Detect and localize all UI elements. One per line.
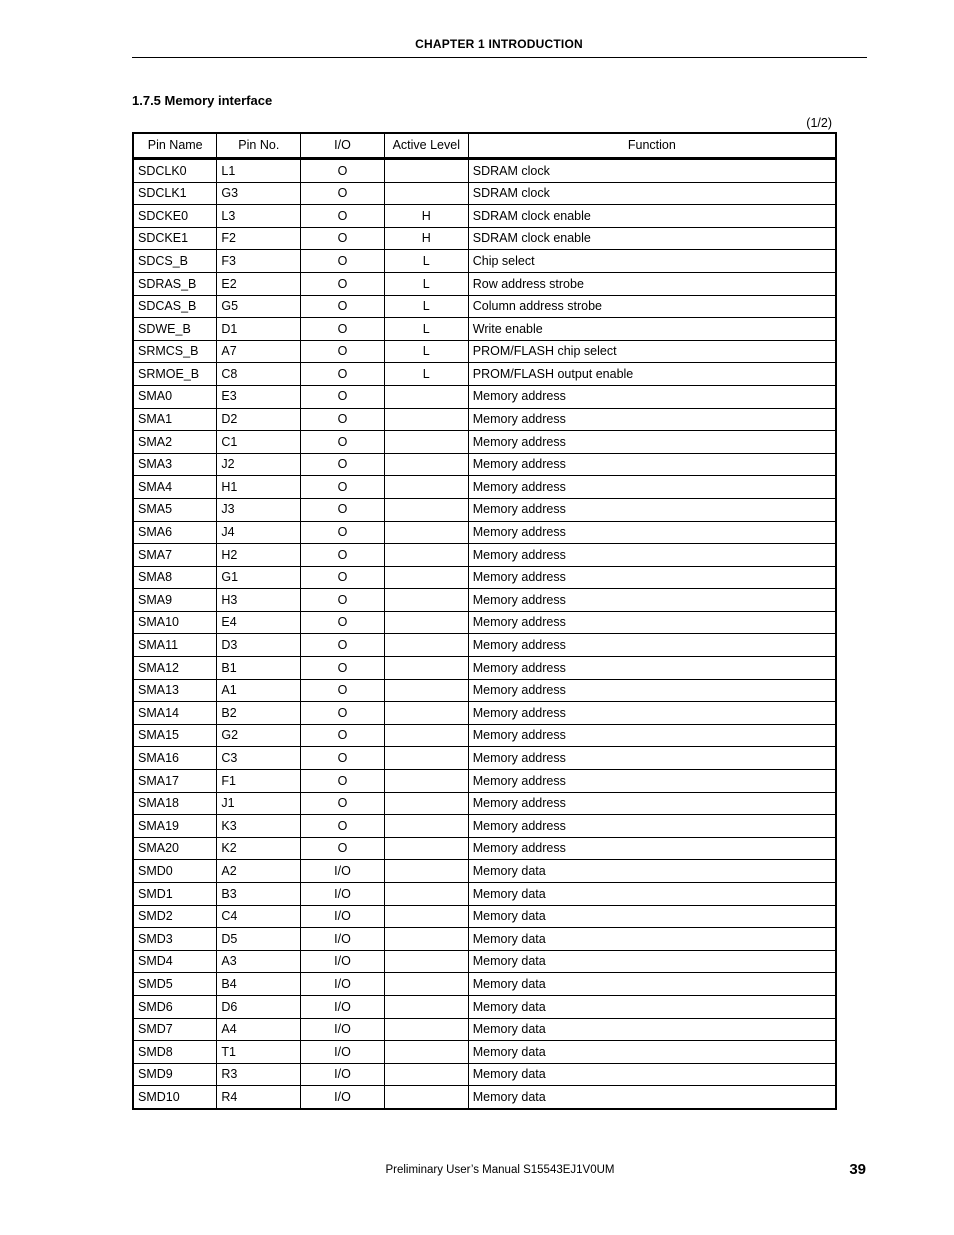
function-cell: Memory data (468, 860, 836, 883)
active-level-cell: H (384, 227, 468, 250)
active-level-cell (384, 589, 468, 612)
pin-number-cell: K3 (217, 815, 301, 838)
table-row (133, 928, 836, 951)
function-cell: Memory data (468, 928, 836, 951)
pin-number-cell: G5 (217, 295, 301, 318)
io-cell: O (301, 566, 385, 589)
active-level-cell (384, 431, 468, 454)
function-cell: Memory address (468, 385, 836, 408)
io-cell: O (301, 340, 385, 363)
page-number: 39 (849, 1161, 866, 1178)
pin-name-cell: SMA18 (133, 792, 217, 815)
active-level-cell (384, 702, 468, 725)
pin-number-cell: A4 (217, 1018, 301, 1041)
active-level-cell: L (384, 318, 468, 341)
function-cell: Memory address (468, 679, 836, 702)
pin-name-cell: SMA1 (133, 408, 217, 431)
table-row (133, 159, 836, 183)
table-row (133, 205, 836, 228)
header-row (133, 133, 836, 159)
function-cell: Chip select (468, 250, 836, 273)
io-cell: O (301, 182, 385, 205)
pin-number-cell: D1 (217, 318, 301, 341)
function-cell: Memory address (468, 815, 836, 838)
io-cell: O (301, 250, 385, 273)
active-level-cell (384, 1063, 468, 1086)
function-cell: Memory address (468, 770, 836, 793)
table-row (133, 679, 836, 702)
pin-name-cell: SMD10 (133, 1086, 217, 1109)
io-cell: O (301, 431, 385, 454)
table-row (133, 973, 836, 996)
table-row (133, 770, 836, 793)
function-cell: SDRAM clock enable (468, 227, 836, 250)
pin-table (132, 132, 837, 1110)
pin-number-cell: D6 (217, 995, 301, 1018)
table-row (133, 363, 836, 386)
function-cell: Memory data (468, 1018, 836, 1041)
io-cell: O (301, 272, 385, 295)
io-cell: O (301, 634, 385, 657)
active-level-cell (384, 1041, 468, 1064)
pin-number-cell: G3 (217, 182, 301, 205)
pin-name-cell: SMA16 (133, 747, 217, 770)
active-level-cell: L (384, 340, 468, 363)
active-level-cell (384, 634, 468, 657)
pin-name-cell: SMA20 (133, 837, 217, 860)
io-cell: O (301, 792, 385, 815)
table-row (133, 860, 836, 883)
io-cell: O (301, 498, 385, 521)
active-level-cell (384, 544, 468, 567)
pin-number-cell: G1 (217, 566, 301, 589)
pin-name-cell: SDCLK0 (133, 159, 217, 183)
pin-number-cell: E3 (217, 385, 301, 408)
active-level-cell (384, 1018, 468, 1041)
function-cell: Memory address (468, 747, 836, 770)
function-cell: Memory data (468, 1041, 836, 1064)
active-level-cell (384, 385, 468, 408)
active-level-cell (384, 1086, 468, 1109)
active-level-cell: L (384, 272, 468, 295)
active-level-cell (384, 995, 468, 1018)
pin-number-cell: A1 (217, 679, 301, 702)
pin-number-cell: L1 (217, 159, 301, 183)
function-cell: PROM/FLASH chip select (468, 340, 836, 363)
table-row (133, 340, 836, 363)
active-level-cell (384, 747, 468, 770)
function-cell: Memory address (468, 657, 836, 680)
pin-name-cell: SMA6 (133, 521, 217, 544)
pin-name-cell: SMD3 (133, 928, 217, 951)
pin-number-cell: L3 (217, 205, 301, 228)
pin-number-cell: F1 (217, 770, 301, 793)
table-row (133, 702, 836, 725)
pin-name-cell: SMA15 (133, 724, 217, 747)
table-row (133, 792, 836, 815)
io-cell: O (301, 702, 385, 725)
function-cell: Memory address (468, 476, 836, 499)
io-cell: O (301, 295, 385, 318)
io-cell: I/O (301, 905, 385, 928)
pin-number-cell: D3 (217, 634, 301, 657)
io-cell: O (301, 815, 385, 838)
pin-name-cell: SMD4 (133, 950, 217, 973)
active-level-cell (384, 408, 468, 431)
pin-name-cell: SMA14 (133, 702, 217, 725)
pin-name-cell: SRMOE_B (133, 363, 217, 386)
function-cell: Memory address (468, 702, 836, 725)
pin-number-cell: F3 (217, 250, 301, 273)
pin-name-cell: SMA0 (133, 385, 217, 408)
pin-name-cell: SMA12 (133, 657, 217, 680)
active-level-cell (384, 159, 468, 183)
table-row (133, 589, 836, 612)
function-cell: Memory address (468, 544, 836, 567)
active-level-cell: L (384, 363, 468, 386)
function-cell: Row address strobe (468, 272, 836, 295)
pin-number-cell: R3 (217, 1063, 301, 1086)
io-cell: I/O (301, 1018, 385, 1041)
pin-number-cell: B3 (217, 883, 301, 906)
pin-number-cell: H1 (217, 476, 301, 499)
pin-number-cell: E2 (217, 272, 301, 295)
table-row (133, 408, 836, 431)
pin-name-cell: SMD9 (133, 1063, 217, 1086)
pin-name-cell: SMA19 (133, 815, 217, 838)
function-cell: PROM/FLASH output enable (468, 363, 836, 386)
pin-name-cell: SDWE_B (133, 318, 217, 341)
io-cell: O (301, 476, 385, 499)
io-cell: I/O (301, 860, 385, 883)
function-cell: Memory data (468, 1063, 836, 1086)
table-row (133, 950, 836, 973)
pin-name-cell: SMA10 (133, 611, 217, 634)
function-cell: Memory data (468, 973, 836, 996)
io-cell: I/O (301, 883, 385, 906)
pin-name-cell: SMA13 (133, 679, 217, 702)
table-row (133, 995, 836, 1018)
function-cell: Memory address (468, 453, 836, 476)
function-cell: Memory address (468, 431, 836, 454)
active-level-cell (384, 679, 468, 702)
active-level-cell (384, 815, 468, 838)
active-level-cell (384, 566, 468, 589)
pin-number-cell: C1 (217, 431, 301, 454)
io-cell: I/O (301, 928, 385, 951)
function-cell: Memory address (468, 837, 836, 860)
table-row (133, 182, 836, 205)
function-cell: Memory data (468, 995, 836, 1018)
active-level-cell (384, 905, 468, 928)
active-level-cell (384, 928, 468, 951)
table-row (133, 566, 836, 589)
active-level-cell: L (384, 250, 468, 273)
io-cell: O (301, 724, 385, 747)
table-row (133, 453, 836, 476)
pin-number-cell: A3 (217, 950, 301, 973)
active-level-cell: L (384, 295, 468, 318)
active-level-cell (384, 476, 468, 499)
pin-number-cell: D2 (217, 408, 301, 431)
pin-number-cell: A7 (217, 340, 301, 363)
pin-name-cell: SMA2 (133, 431, 217, 454)
io-cell: I/O (301, 973, 385, 996)
active-level-cell (384, 950, 468, 973)
function-cell: Memory address (468, 566, 836, 589)
table-row (133, 318, 836, 341)
table-row (133, 295, 836, 318)
pin-number-cell: H3 (217, 589, 301, 612)
table-row (133, 431, 836, 454)
active-level-cell (384, 770, 468, 793)
active-level-cell (384, 657, 468, 680)
pin-number-cell: G2 (217, 724, 301, 747)
active-level-cell (384, 973, 468, 996)
pin-number-cell: J2 (217, 453, 301, 476)
column-header-active-level: Active Level (384, 133, 468, 159)
pin-name-cell: SMA11 (133, 634, 217, 657)
pin-number-cell: R4 (217, 1086, 301, 1109)
pin-name-cell: SMD7 (133, 1018, 217, 1041)
io-cell: O (301, 205, 385, 228)
active-level-cell (384, 521, 468, 544)
table-row (133, 747, 836, 770)
table-row (133, 385, 836, 408)
io-cell: O (301, 318, 385, 341)
io-cell: O (301, 159, 385, 183)
pin-number-cell: B4 (217, 973, 301, 996)
function-cell: Memory address (468, 521, 836, 544)
pin-name-cell: SMA9 (133, 589, 217, 612)
pin-name-cell: SDRAS_B (133, 272, 217, 295)
io-cell: I/O (301, 950, 385, 973)
io-cell: O (301, 408, 385, 431)
io-cell: O (301, 657, 385, 680)
footer-manual-id: Preliminary User’s Manual S15543EJ1V0UM (385, 1164, 615, 1176)
function-cell: SDRAM clock enable (468, 205, 836, 228)
pin-name-cell: SDCKE0 (133, 205, 217, 228)
active-level-cell (384, 837, 468, 860)
pin-number-cell: F2 (217, 227, 301, 250)
active-level-cell (384, 860, 468, 883)
column-header-io: I/O (301, 133, 385, 159)
io-cell: O (301, 589, 385, 612)
pin-name-cell: SMD0 (133, 860, 217, 883)
io-cell: O (301, 837, 385, 860)
table-row (133, 1063, 836, 1086)
function-cell: Memory data (468, 950, 836, 973)
io-cell: O (301, 611, 385, 634)
io-cell: I/O (301, 1041, 385, 1064)
function-cell: Write enable (468, 318, 836, 341)
pin-name-cell: SMD1 (133, 883, 217, 906)
function-cell: Column address strobe (468, 295, 836, 318)
column-header-pin-name: Pin Name (133, 133, 217, 159)
io-cell: O (301, 521, 385, 544)
pin-number-cell: B2 (217, 702, 301, 725)
pin-name-cell: SDCLK1 (133, 182, 217, 205)
io-cell: O (301, 227, 385, 250)
pin-name-cell: SDCKE1 (133, 227, 217, 250)
function-cell: Memory data (468, 883, 836, 906)
pin-name-cell: SRMCS_B (133, 340, 217, 363)
pin-name-cell: SDCAS_B (133, 295, 217, 318)
io-cell: O (301, 453, 385, 476)
table-row (133, 657, 836, 680)
table-row (133, 498, 836, 521)
io-cell: O (301, 363, 385, 386)
pin-table-header (133, 133, 836, 159)
table-row (133, 724, 836, 747)
table-row (133, 634, 836, 657)
io-cell: O (301, 770, 385, 793)
function-cell: Memory address (468, 634, 836, 657)
table-row (133, 544, 836, 567)
function-cell: Memory address (468, 724, 836, 747)
column-header-function: Function (468, 133, 836, 159)
pin-number-cell: C8 (217, 363, 301, 386)
pin-name-cell: SMA4 (133, 476, 217, 499)
pin-number-cell: C3 (217, 747, 301, 770)
function-cell: Memory address (468, 408, 836, 431)
pin-name-cell: SMD5 (133, 973, 217, 996)
function-cell: Memory address (468, 589, 836, 612)
active-level-cell (384, 724, 468, 747)
table-row (133, 837, 836, 860)
header-divider (132, 57, 867, 58)
active-level-cell (384, 611, 468, 634)
pin-number-cell: K2 (217, 837, 301, 860)
table-row (133, 521, 836, 544)
table-row (133, 1018, 836, 1041)
table-row (133, 227, 836, 250)
table-row (133, 272, 836, 295)
table-row (133, 250, 836, 273)
io-cell: O (301, 544, 385, 567)
table-row (133, 611, 836, 634)
pin-name-cell: SMA17 (133, 770, 217, 793)
pin-number-cell: E4 (217, 611, 301, 634)
pin-name-cell: SMD6 (133, 995, 217, 1018)
io-cell: I/O (301, 1086, 385, 1109)
pin-number-cell: B1 (217, 657, 301, 680)
section-title: 1.7.5 Memory interface (132, 93, 273, 108)
pin-number-cell: C4 (217, 905, 301, 928)
table-row (133, 883, 836, 906)
function-cell: Memory address (468, 611, 836, 634)
io-cell: O (301, 385, 385, 408)
pin-name-cell: SMA5 (133, 498, 217, 521)
function-cell: Memory data (468, 905, 836, 928)
active-level-cell (384, 453, 468, 476)
column-header-pin-no: Pin No. (217, 133, 301, 159)
chapter-header: CHAPTER 1 INTRODUCTION (415, 37, 583, 51)
pin-number-cell: A2 (217, 860, 301, 883)
function-cell: SDRAM clock (468, 159, 836, 183)
pin-number-cell: J3 (217, 498, 301, 521)
pin-name-cell: SMA3 (133, 453, 217, 476)
pin-name-cell: SMA8 (133, 566, 217, 589)
pin-number-cell: H2 (217, 544, 301, 567)
io-cell: O (301, 747, 385, 770)
table-row (133, 1086, 836, 1109)
function-cell: Memory address (468, 792, 836, 815)
pin-number-cell: J1 (217, 792, 301, 815)
function-cell: Memory address (468, 498, 836, 521)
active-level-cell (384, 182, 468, 205)
pin-number-cell: T1 (217, 1041, 301, 1064)
io-cell: I/O (301, 995, 385, 1018)
table-part-indicator: (1/2) (806, 116, 832, 130)
pin-name-cell: SDCS_B (133, 250, 217, 273)
function-cell: Memory data (468, 1086, 836, 1109)
active-level-cell (384, 883, 468, 906)
pin-number-cell: J4 (217, 521, 301, 544)
active-level-cell: H (384, 205, 468, 228)
pin-name-cell: SMA7 (133, 544, 217, 567)
table-row (133, 815, 836, 838)
table-row (133, 1041, 836, 1064)
table-row (133, 476, 836, 499)
pin-number-cell: D5 (217, 928, 301, 951)
active-level-cell (384, 498, 468, 521)
active-level-cell (384, 792, 468, 815)
function-cell: SDRAM clock (468, 182, 836, 205)
pin-table-body (133, 159, 836, 1109)
pin-name-cell: SMD8 (133, 1041, 217, 1064)
table-row (133, 905, 836, 928)
pin-name-cell: SMD2 (133, 905, 217, 928)
io-cell: O (301, 679, 385, 702)
io-cell: I/O (301, 1063, 385, 1086)
